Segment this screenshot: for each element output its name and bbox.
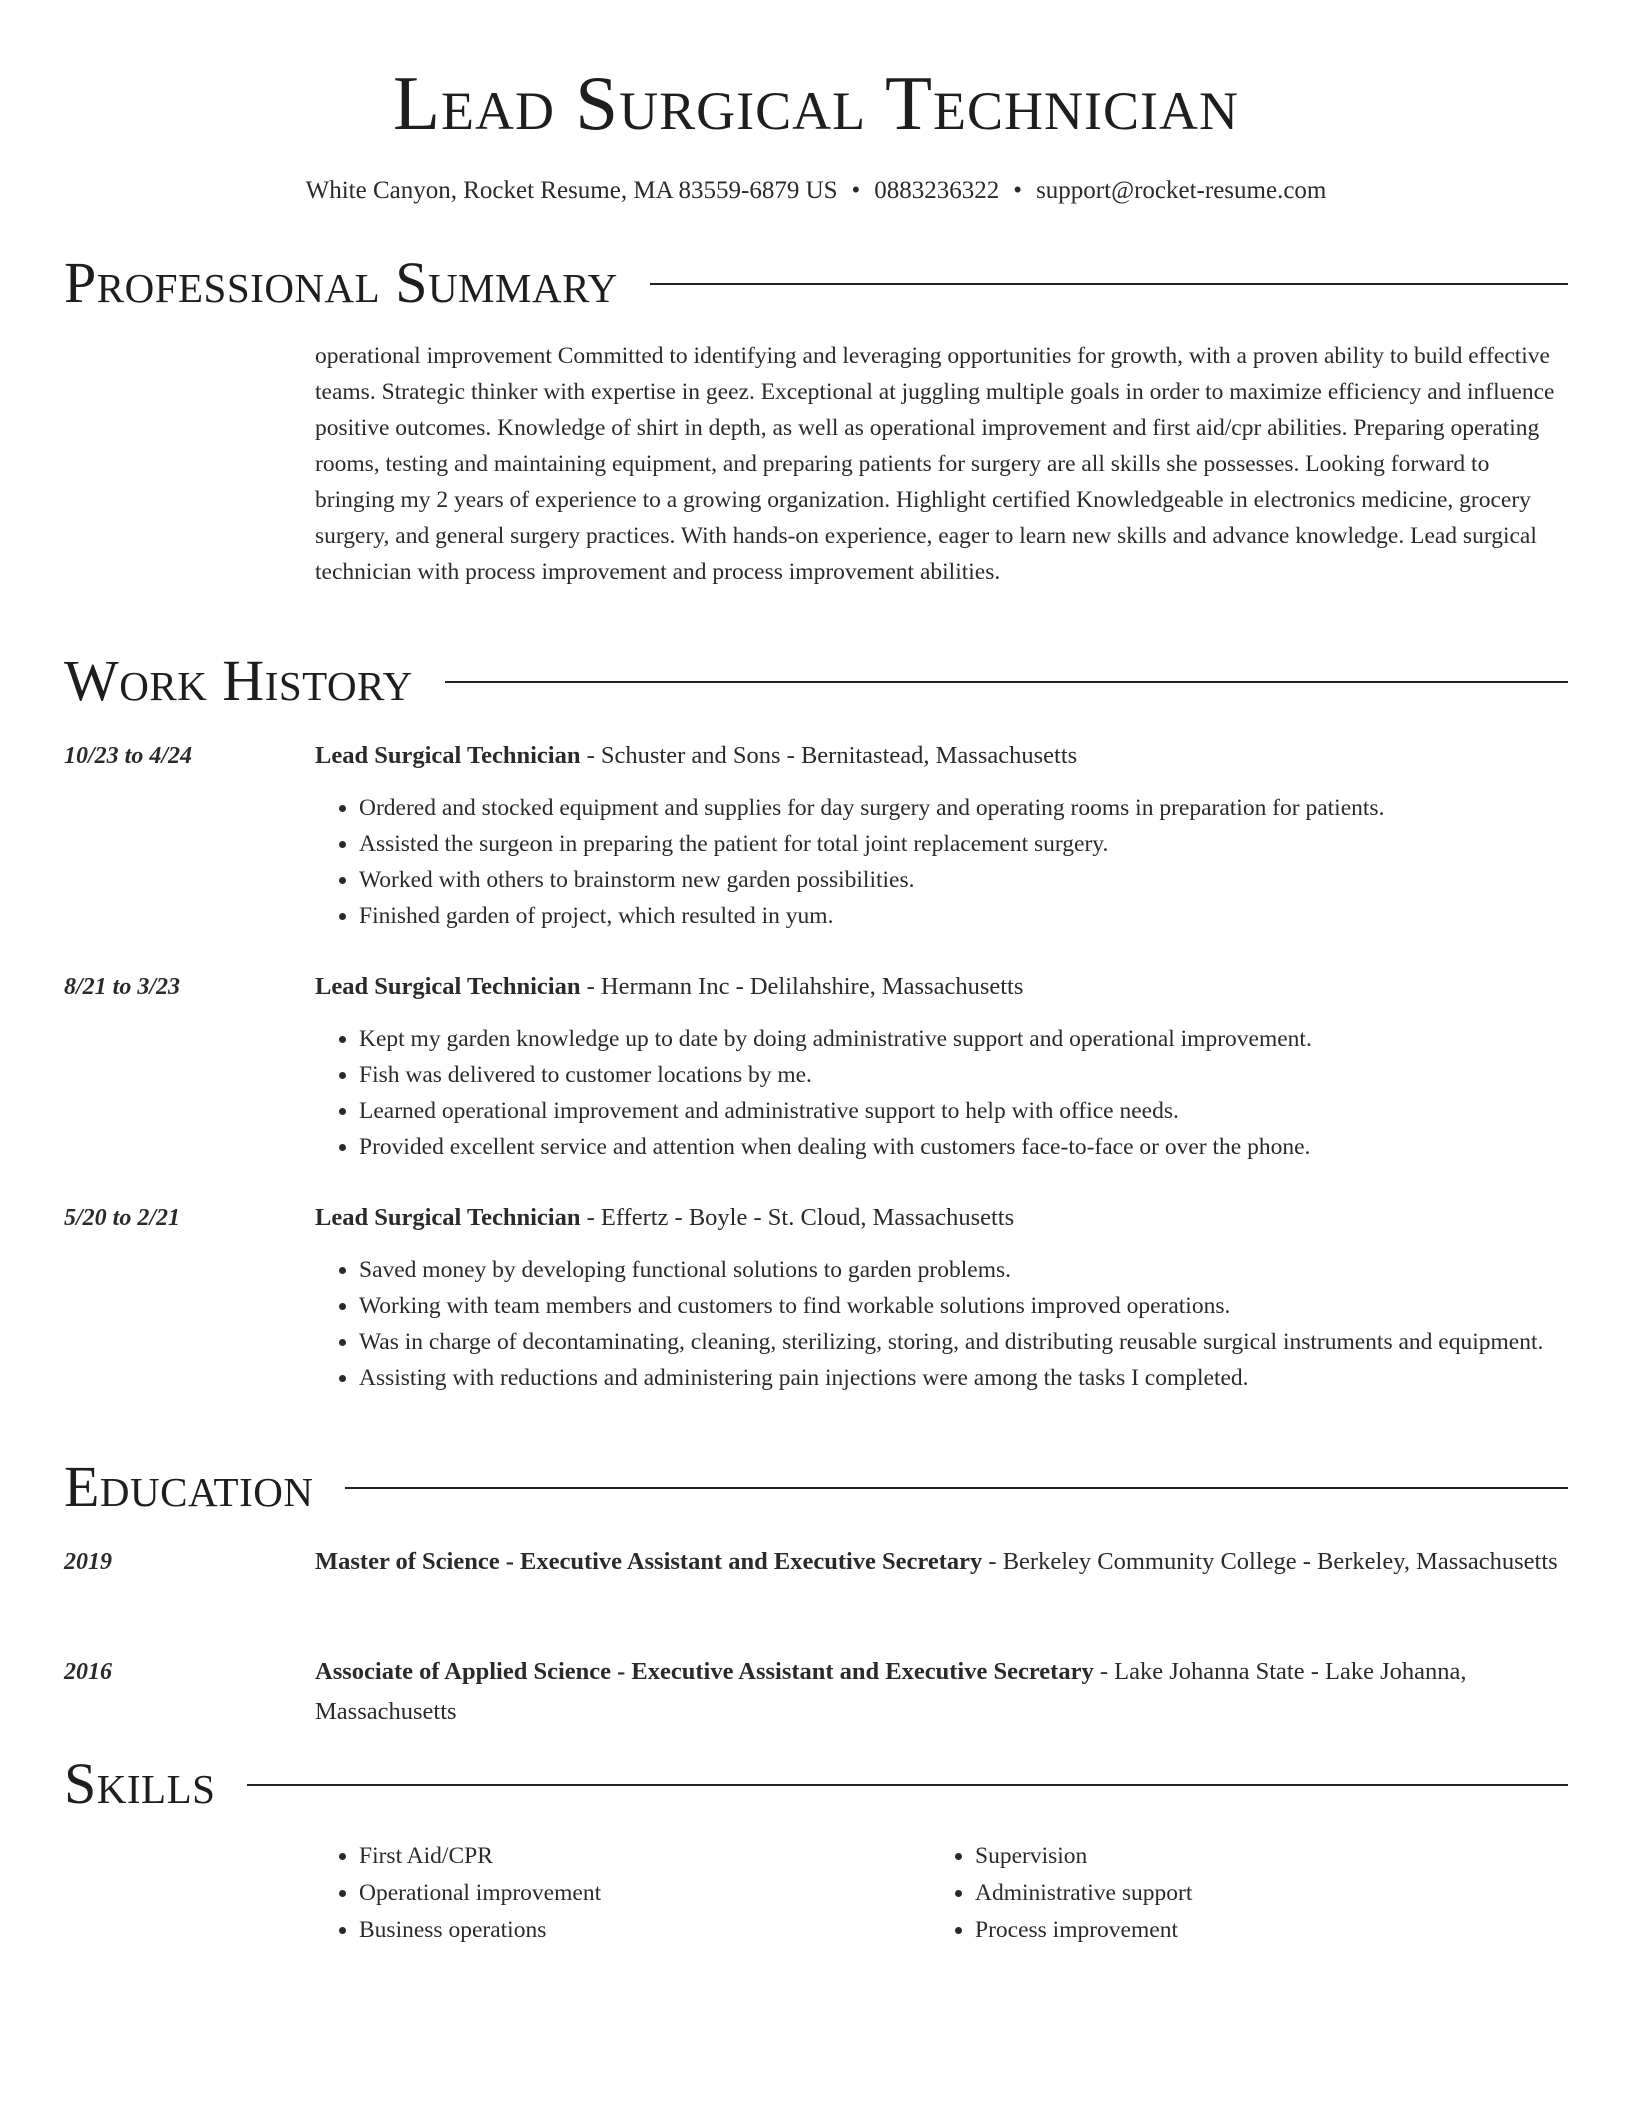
work-bullets <box>315 790 1568 934</box>
education-year: 2019 <box>64 1549 112 1575</box>
skills-column-left <box>315 1838 931 1949</box>
school-details: - Berkeley Community College - Berkeley, Massachusetts <box>982 1548 1558 1575</box>
resume-name: Lead Surgical Technician <box>393 60 1239 146</box>
work-title-line <box>315 1198 1568 1238</box>
education-title-line <box>315 1652 1568 1732</box>
skill-item: • Operational improvement <box>359 1875 931 1912</box>
job-title: Lead Surgical Technician <box>315 742 581 769</box>
degree: Master of Science - Executive Assistant and Executive Secretary <box>315 1548 983 1575</box>
work-title-line <box>315 736 1568 776</box>
section-divider <box>345 1487 1568 1489</box>
skill-item: • Supervision <box>975 1838 1547 1875</box>
contact-separator: • <box>851 177 861 204</box>
work-title-line <box>315 967 1568 1007</box>
education-content <box>315 1652 1568 1732</box>
summary-heading <box>64 251 1568 315</box>
contact-phone: 0883236322 <box>874 177 1000 204</box>
list-item: • Working with team members and customers to find workable solutions improved operations. <box>359 1288 1568 1324</box>
list-item: • Saved money by developing functional solutions to garden problems. <box>359 1252 1568 1288</box>
job-title: Lead Surgical Technician <box>315 1204 581 1231</box>
list-item: • Learned operational improvement and administrative support to help with office needs. <box>359 1093 1568 1129</box>
work-content <box>315 967 1568 1165</box>
skill-item: • First Aid/CPR <box>359 1838 931 1875</box>
work-heading <box>64 649 1568 713</box>
section-divider <box>247 1784 1568 1786</box>
work-dates: 5/20 to 2/21 <box>64 1205 181 1231</box>
job-details: - Schuster and Sons - Bernitastead, Massachusetts <box>580 742 1078 769</box>
list-item: • Assisted the surgeon in preparing the patient for total joint replacement surgery. <box>359 826 1568 862</box>
section-divider <box>650 283 1568 285</box>
skill-item: • Process improvement <box>975 1912 1547 1949</box>
skills-title: Skills <box>64 1751 216 1816</box>
list-item: • Fish was delivered to customer locations by me. <box>359 1057 1568 1093</box>
contact-separator: • <box>1013 177 1023 204</box>
work-dates: 10/23 to 4/24 <box>64 743 193 769</box>
summary-title: Professional Summary <box>64 250 618 315</box>
skill-item: • Business operations <box>359 1912 931 1949</box>
skill-item: • Administrative support <box>975 1875 1547 1912</box>
skills-column-right <box>931 1838 1547 1949</box>
skills-list <box>315 1838 1568 1949</box>
education-title: Education <box>64 1454 314 1519</box>
school-details: - Lake Johanna State - Lake Johanna, Massachusetts <box>315 1658 1467 1725</box>
list-item: • Provided excellent service and attention when dealing with customers face-to-face or over the phone. <box>359 1129 1568 1165</box>
education-year: 2016 <box>64 1659 112 1685</box>
work-dates: 8/21 to 3/23 <box>64 974 181 1000</box>
list-item: • Finished garden of project, which resulted in yum. <box>359 898 1568 934</box>
list-item: • Kept my garden knowledge up to date by doing administrative support and operational improvement. <box>359 1021 1568 1057</box>
list-item: • Assisting with reductions and administering pain injections were among the tasks I completed. <box>359 1360 1568 1396</box>
work-bullets <box>315 1252 1568 1396</box>
job-title: Lead Surgical Technician <box>315 973 581 1000</box>
section-divider <box>445 681 1568 683</box>
contact-line <box>64 174 1568 208</box>
work-bullets <box>315 1021 1568 1165</box>
degree: Associate of Applied Science - Executive Assistant and Executive Secretary <box>315 1658 1094 1685</box>
contact-address: White Canyon, Rocket Resume, MA 83559-6879 US <box>305 177 838 204</box>
summary-text: operational improvement Committed to identifying and leveraging opportunities for growth, with a proven ability to build effective teams. Strategic thinker with expertise in geez. Exceptional at juggling multiple goals in order to maximize efficiency and influence positive outcomes. Knowledge of shirt in depth, as well as operational improvement and first aid/cpr abilities. Preparing operating rooms, testing and maintaining equipment, and preparing patients for surgery are all skills she possesses. Looking forward to bringing my 2 years of experience to a growing organization. Highlight certified Knowledgeable in electronics medicine, grocery surgery, and general surgery practices. With hands-on experience, eager to learn new skills and advance knowledge. Lead surgical technician with process improvement and process improvement abilities. <box>315 343 1555 585</box>
list-item: • Was in charge of decontaminating, cleaning, sterilizing, storing, and distributing reusable surgical instruments and equipment. <box>359 1324 1568 1360</box>
skills-heading <box>64 1752 1568 1816</box>
education-heading <box>64 1455 1568 1519</box>
list-item: • Worked with others to brainstorm new garden possibilities. <box>359 862 1568 898</box>
contact-email: support@rocket-resume.com <box>1036 177 1327 204</box>
work-content <box>315 1198 1568 1396</box>
list-item: • Ordered and stocked equipment and supplies for day surgery and operating rooms in preparation for patients. <box>359 790 1568 826</box>
work-content <box>315 736 1568 934</box>
work-title: Work History <box>64 648 413 713</box>
education-title-line <box>315 1542 1568 1582</box>
job-details: - Effertz - Boyle - St. Cloud, Massachusetts <box>580 1204 1015 1231</box>
job-details: - Hermann Inc - Delilahshire, Massachusetts <box>580 973 1024 1000</box>
education-content <box>315 1542 1568 1582</box>
